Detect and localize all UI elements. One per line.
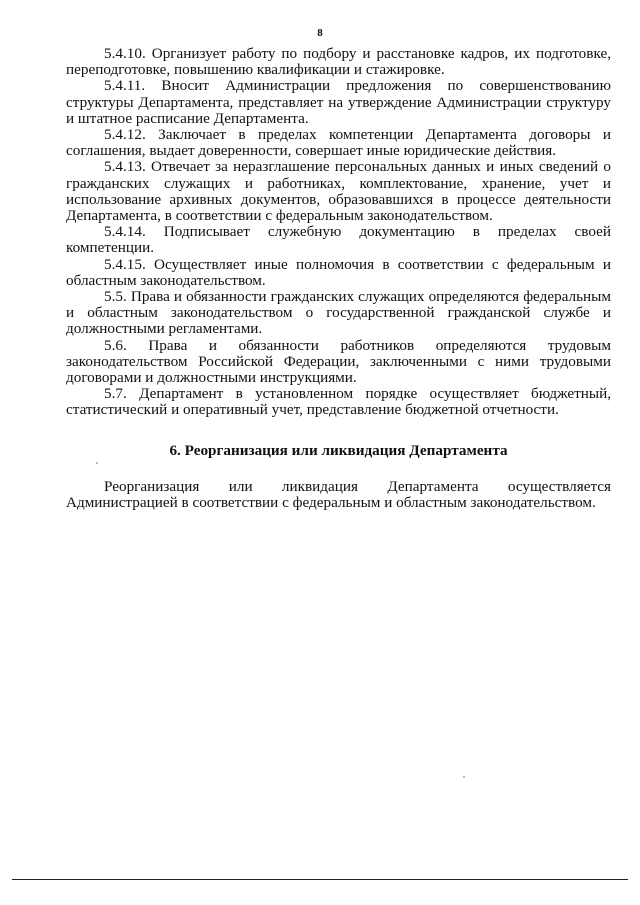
document-body (66, 46, 611, 511)
paragraph-5-4-14: 5.4.14. Подписывает служебную документацию в пределах своей компетенции. (66, 223, 611, 257)
paragraph-5-7: 5.7. Департамент в установленном порядке осуществляет бюджетный, статистический и оперативный учет, представление бюджетной отчетности. (66, 385, 611, 419)
paragraph-5-4-13: 5.4.13. Отвечает за неразглашение персональных данных и иных сведений о гражданских служащих и работниках, комплектование, хранение, учет и использование архивных документов, образовавшихся в процессе деятельности Департамента, в соответствии с федеральным законодательством. (66, 158, 611, 225)
paragraph-5-6: 5.6. Права и обязанности работников определяются трудовым законодательством Российской Федерации, заключенными с ними трудовыми договорами и должностными инструкциями. (66, 336, 611, 387)
paragraph-5-4-15: 5.4.15. Осуществляет иные полномочия в соответствии с федеральным и областным законодательством. (66, 255, 611, 289)
bottom-rule (12, 879, 628, 880)
page-number: 8 (317, 27, 323, 39)
paragraph-section-6: Реорганизация или ликвидация Департамента осуществляется Администрацией в соответствии с федеральным и областным законодательством. (66, 477, 611, 512)
paragraph-5-4-12: 5.4.12. Заключает в пределах компетенции Департамента договоры и соглашения, выдает доверенности, совершает иные юридические действия. (66, 126, 611, 160)
paragraph-5-4-10: 5.4.10. Организует работу по подбору и расстановке кадров, их подготовке, переподготовке, повышению квалификации и стажировке. (66, 45, 611, 79)
scan-speck (96, 462, 98, 464)
paragraph-5-4-11: 5.4.11. Вносит Администрации предложения по совершенствованию структуры Департамента, представляет на утверждение Администрации структуру и штатное расписание Департамента. (66, 77, 611, 127)
section-6-heading: 6. Реорганизация или ликвидация Департамента (169, 441, 508, 459)
scan-speck (463, 776, 465, 778)
paragraph-5-5: 5.5. Права и обязанности гражданских служащих определяются федеральным и областным законодательством о государственной гражданской службе и должностными регламентами. (66, 288, 611, 338)
